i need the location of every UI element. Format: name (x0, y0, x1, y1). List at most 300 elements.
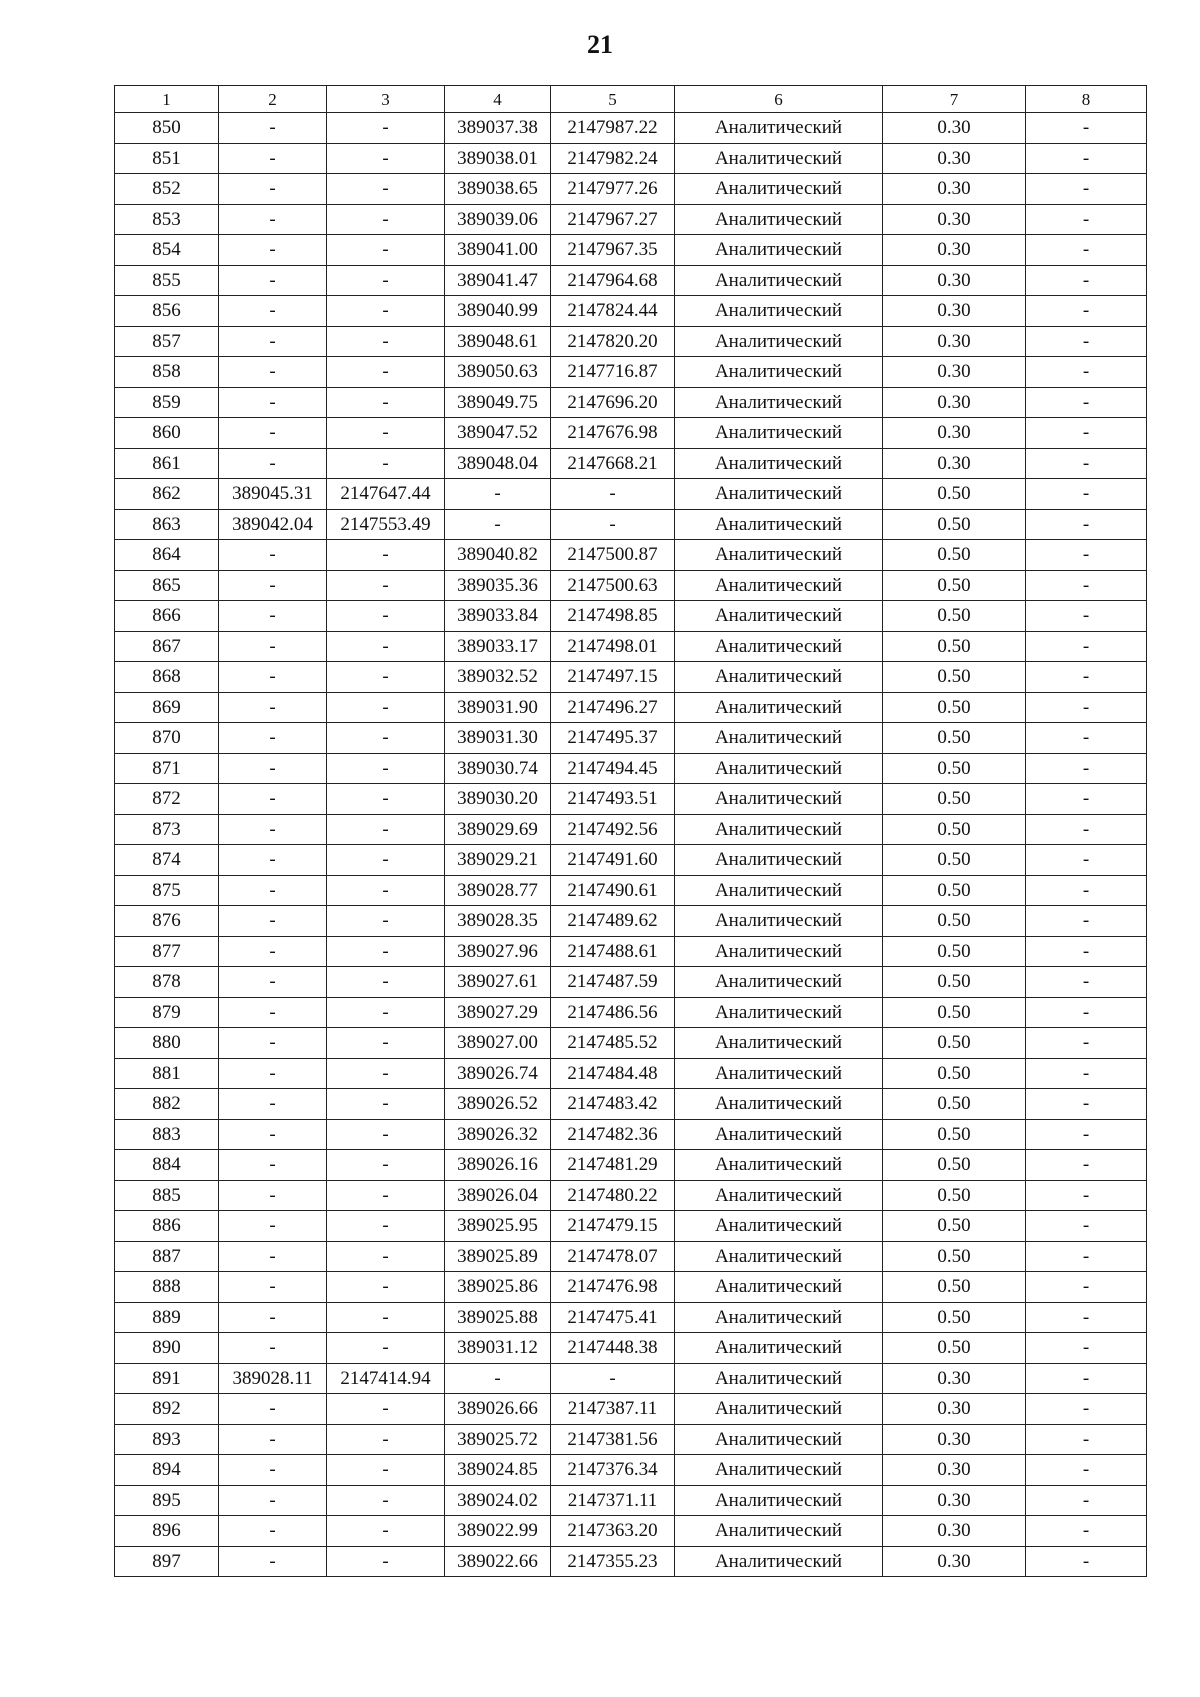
table-cell-col-4: 389028.77 (445, 875, 551, 906)
table-cell-col-1: 858 (115, 357, 219, 388)
table-cell-col-3: 2147414.94 (327, 1363, 445, 1394)
table-cell-col-2: - (219, 143, 327, 174)
table-cell-col-6: Аналитический (675, 326, 883, 357)
table-cell-col-1: 878 (115, 967, 219, 998)
table-cell-col-7: 0.30 (883, 418, 1026, 449)
table-cell-col-5: 2147716.87 (551, 357, 675, 388)
table-cell-col-1: 885 (115, 1180, 219, 1211)
table-cell-col-6: Аналитический (675, 387, 883, 418)
table-cell-col-4: 389040.99 (445, 296, 551, 327)
table-cell-col-8: - (1026, 479, 1147, 510)
table-cell-col-2: - (219, 235, 327, 266)
table-cell-col-6: Аналитический (675, 174, 883, 205)
table-cell-col-5: 2147982.24 (551, 143, 675, 174)
table-cell-col-2: - (219, 174, 327, 205)
table-cell-col-5: 2147483.42 (551, 1089, 675, 1120)
table-cell-col-2: - (219, 1211, 327, 1242)
table-cell-col-6: Аналитический (675, 1302, 883, 1333)
table-cell-col-3: - (327, 906, 445, 937)
table-cell-col-3: - (327, 174, 445, 205)
table-cell-col-7: 0.30 (883, 1455, 1026, 1486)
table-cell-col-3: - (327, 143, 445, 174)
table-cell-col-3: - (327, 1546, 445, 1577)
table-cell-col-8: - (1026, 997, 1147, 1028)
table-cell-col-5: 2147696.20 (551, 387, 675, 418)
table-cell-col-5: 2147497.15 (551, 662, 675, 693)
table-cell-col-8: - (1026, 113, 1147, 144)
table-cell-col-8: - (1026, 723, 1147, 754)
table-cell-col-3: - (327, 418, 445, 449)
table-cell-col-4: 389027.00 (445, 1028, 551, 1059)
table-cell-col-3: - (327, 540, 445, 571)
table-cell-col-3: - (327, 1455, 445, 1486)
table-cell-col-7: 0.30 (883, 1363, 1026, 1394)
table-cell-col-5: 2147668.21 (551, 448, 675, 479)
table-cell-col-4: 389026.66 (445, 1394, 551, 1425)
table-cell-col-5: 2147371.11 (551, 1485, 675, 1516)
table-cell-col-2: - (219, 845, 327, 876)
table-cell-col-5: 2147448.38 (551, 1333, 675, 1364)
column-header-4: 4 (445, 86, 551, 113)
table-cell-col-2: - (219, 540, 327, 571)
table-cell-col-5: 2147489.62 (551, 906, 675, 937)
table-cell-col-1: 881 (115, 1058, 219, 1089)
table-cell-col-8: - (1026, 601, 1147, 632)
table-row (115, 448, 1147, 479)
table-cell-col-2: - (219, 1180, 327, 1211)
table-row (115, 1302, 1147, 1333)
table-row (115, 753, 1147, 784)
table-cell-col-5: 2147977.26 (551, 174, 675, 205)
table-cell-col-6: Аналитический (675, 601, 883, 632)
table-cell-col-1: 886 (115, 1211, 219, 1242)
table-cell-col-8: - (1026, 1333, 1147, 1364)
table-cell-col-2: - (219, 753, 327, 784)
table-cell-col-6: Аналитический (675, 296, 883, 327)
table-cell-col-2: - (219, 113, 327, 144)
table-cell-col-2: - (219, 1455, 327, 1486)
column-header-8: 8 (1026, 86, 1147, 113)
table-cell-col-8: - (1026, 1150, 1147, 1181)
table-cell-col-8: - (1026, 174, 1147, 205)
table-cell-col-5: 2147387.11 (551, 1394, 675, 1425)
table-cell-col-6: Аналитический (675, 448, 883, 479)
table-cell-col-5: 2147482.36 (551, 1119, 675, 1150)
table-row (115, 875, 1147, 906)
table-cell-col-7: 0.50 (883, 1333, 1026, 1364)
table-cell-col-4: - (445, 479, 551, 510)
table-cell-col-8: - (1026, 540, 1147, 571)
table-cell-col-7: 0.30 (883, 1516, 1026, 1547)
table-cell-col-5: 2147492.56 (551, 814, 675, 845)
table-cell-col-6: Аналитический (675, 1028, 883, 1059)
table-cell-col-3: - (327, 1333, 445, 1364)
table-cell-col-3: - (327, 448, 445, 479)
table-cell-col-6: Аналитический (675, 570, 883, 601)
table-cell-col-2: - (219, 357, 327, 388)
table-cell-col-2: - (219, 1058, 327, 1089)
table-cell-col-5: 2147500.87 (551, 540, 675, 571)
table-cell-col-2: - (219, 936, 327, 967)
table-cell-col-8: - (1026, 845, 1147, 876)
table-cell-col-5: - (551, 509, 675, 540)
table-cell-col-1: 893 (115, 1424, 219, 1455)
table-cell-col-5: 2147484.48 (551, 1058, 675, 1089)
table-cell-col-5: 2147487.59 (551, 967, 675, 998)
table-cell-col-1: 896 (115, 1516, 219, 1547)
table-row (115, 1363, 1147, 1394)
table-cell-col-7: 0.30 (883, 1485, 1026, 1516)
table-cell-col-6: Аналитический (675, 509, 883, 540)
table-cell-col-6: Аналитический (675, 692, 883, 723)
table-cell-col-7: 0.30 (883, 326, 1026, 357)
table-cell-col-4: 389029.21 (445, 845, 551, 876)
table-cell-col-7: 0.50 (883, 1119, 1026, 1150)
table-cell-col-4: 389026.04 (445, 1180, 551, 1211)
table-cell-col-1: 860 (115, 418, 219, 449)
table-cell-col-6: Аналитический (675, 1455, 883, 1486)
table-cell-col-1: 850 (115, 113, 219, 144)
table-cell-col-2: - (219, 296, 327, 327)
table-cell-col-4: 389032.52 (445, 662, 551, 693)
table-cell-col-3: - (327, 753, 445, 784)
table-cell-col-4: 389027.61 (445, 967, 551, 998)
table-cell-col-8: - (1026, 875, 1147, 906)
table-cell-col-8: - (1026, 1363, 1147, 1394)
table-cell-col-1: 888 (115, 1272, 219, 1303)
table-cell-col-1: 855 (115, 265, 219, 296)
column-header-5: 5 (551, 86, 675, 113)
table-cell-col-2: - (219, 265, 327, 296)
table-cell-col-5: 2147491.60 (551, 845, 675, 876)
table-cell-col-4: 389024.85 (445, 1455, 551, 1486)
table-cell-col-4: 389035.36 (445, 570, 551, 601)
table-cell-col-3: - (327, 875, 445, 906)
table-cell-col-7: 0.30 (883, 143, 1026, 174)
column-header-1: 1 (115, 86, 219, 113)
table-cell-col-3: 2147553.49 (327, 509, 445, 540)
table-cell-col-8: - (1026, 509, 1147, 540)
table-cell-col-2: - (219, 1119, 327, 1150)
table-cell-col-5: 2147475.41 (551, 1302, 675, 1333)
table-cell-col-8: - (1026, 570, 1147, 601)
table-cell-col-2: - (219, 1333, 327, 1364)
table-cell-col-7: 0.50 (883, 936, 1026, 967)
table-row (115, 662, 1147, 693)
table-cell-col-6: Аналитический (675, 1150, 883, 1181)
table-cell-col-6: Аналитический (675, 1089, 883, 1120)
header-row (115, 86, 1147, 113)
table-row (115, 1485, 1147, 1516)
table-row (115, 143, 1147, 174)
table-cell-col-5: 2147479.15 (551, 1211, 675, 1242)
table-cell-col-8: - (1026, 1546, 1147, 1577)
table-cell-col-8: - (1026, 448, 1147, 479)
table-row (115, 845, 1147, 876)
table-cell-col-8: - (1026, 936, 1147, 967)
table-cell-col-1: 884 (115, 1150, 219, 1181)
table-row (115, 174, 1147, 205)
table-cell-col-6: Аналитический (675, 906, 883, 937)
table-cell-col-6: Аналитический (675, 1119, 883, 1150)
table-cell-col-6: Аналитический (675, 1485, 883, 1516)
table-cell-col-5: 2147476.98 (551, 1272, 675, 1303)
table-cell-col-1: 859 (115, 387, 219, 418)
table-row (115, 479, 1147, 510)
table-row (115, 1150, 1147, 1181)
table-cell-col-3: - (327, 357, 445, 388)
table-row (115, 540, 1147, 571)
table-cell-col-7: 0.50 (883, 1150, 1026, 1181)
table-cell-col-1: 882 (115, 1089, 219, 1120)
table-row (115, 723, 1147, 754)
table-cell-col-8: - (1026, 967, 1147, 998)
table-cell-col-1: 870 (115, 723, 219, 754)
table-row (115, 1028, 1147, 1059)
table-row (115, 1424, 1147, 1455)
column-header-7: 7 (883, 86, 1026, 113)
table-cell-col-2: 389042.04 (219, 509, 327, 540)
table-row (115, 601, 1147, 632)
table-cell-col-2: - (219, 418, 327, 449)
table-cell-col-7: 0.50 (883, 692, 1026, 723)
table-cell-col-7: 0.50 (883, 875, 1026, 906)
table-cell-col-8: - (1026, 326, 1147, 357)
table-cell-col-2: - (219, 631, 327, 662)
table-cell-col-7: 0.30 (883, 387, 1026, 418)
table-cell-col-4: 389049.75 (445, 387, 551, 418)
table-cell-col-7: 0.50 (883, 662, 1026, 693)
table-cell-col-6: Аналитический (675, 235, 883, 266)
table-cell-col-5: 2147355.23 (551, 1546, 675, 1577)
table-cell-col-2: - (219, 814, 327, 845)
table-cell-col-2: - (219, 875, 327, 906)
table-cell-col-5: 2147376.34 (551, 1455, 675, 1486)
table-cell-col-5: 2147494.45 (551, 753, 675, 784)
table-cell-col-6: Аналитический (675, 265, 883, 296)
table-cell-col-8: - (1026, 784, 1147, 815)
table-cell-col-6: Аналитический (675, 1363, 883, 1394)
table-cell-col-2: - (219, 906, 327, 937)
table-cell-col-1: 876 (115, 906, 219, 937)
table-cell-col-4: 389030.20 (445, 784, 551, 815)
table-cell-col-4: 389022.99 (445, 1516, 551, 1547)
table-cell-col-6: Аналитический (675, 1424, 883, 1455)
table-cell-col-3: - (327, 723, 445, 754)
table-cell-col-8: - (1026, 235, 1147, 266)
table-cell-col-8: - (1026, 1180, 1147, 1211)
table-cell-col-3: - (327, 296, 445, 327)
table-cell-col-4: 389048.61 (445, 326, 551, 357)
table-cell-col-7: 0.50 (883, 479, 1026, 510)
table-row (115, 570, 1147, 601)
table-cell-col-7: 0.50 (883, 631, 1026, 662)
table-cell-col-7: 0.50 (883, 814, 1026, 845)
table-cell-col-2: - (219, 1485, 327, 1516)
table-cell-col-1: 891 (115, 1363, 219, 1394)
table-cell-col-5: 2147490.61 (551, 875, 675, 906)
table-cell-col-8: - (1026, 418, 1147, 449)
table-cell-col-4: 389033.84 (445, 601, 551, 632)
table-row (115, 509, 1147, 540)
table-cell-col-5: 2147987.22 (551, 113, 675, 144)
table-cell-col-1: 852 (115, 174, 219, 205)
table-cell-col-5: 2147481.29 (551, 1150, 675, 1181)
table-cell-col-5: 2147363.20 (551, 1516, 675, 1547)
table-cell-col-2: - (219, 1028, 327, 1059)
table-cell-col-3: - (327, 570, 445, 601)
table-cell-col-2: 389045.31 (219, 479, 327, 510)
table-cell-col-5: 2147495.37 (551, 723, 675, 754)
table-cell-col-8: - (1026, 296, 1147, 327)
table-cell-col-4: 389037.38 (445, 113, 551, 144)
table-cell-col-7: 0.50 (883, 906, 1026, 937)
table-cell-col-5: 2147820.20 (551, 326, 675, 357)
table-cell-col-2: - (219, 448, 327, 479)
table-cell-col-4: 389031.90 (445, 692, 551, 723)
table-cell-col-6: Аналитический (675, 1546, 883, 1577)
table-cell-col-4: 389038.65 (445, 174, 551, 205)
table-cell-col-3: - (327, 1211, 445, 1242)
table-cell-col-2: - (219, 387, 327, 418)
table-cell-col-3: - (327, 1241, 445, 1272)
table-cell-col-1: 879 (115, 997, 219, 1028)
table-cell-col-7: 0.50 (883, 540, 1026, 571)
table-cell-col-4: 389026.52 (445, 1089, 551, 1120)
table-cell-col-1: 890 (115, 1333, 219, 1364)
table-cell-col-2: - (219, 723, 327, 754)
table-cell-col-1: 871 (115, 753, 219, 784)
table-cell-col-7: 0.50 (883, 997, 1026, 1028)
table-cell-col-5: 2147488.61 (551, 936, 675, 967)
table-cell-col-2: - (219, 997, 327, 1028)
table-cell-col-4: 389033.17 (445, 631, 551, 662)
table-cell-col-1: 892 (115, 1394, 219, 1425)
table-row (115, 1089, 1147, 1120)
table-row (115, 631, 1147, 662)
table-cell-col-2: - (219, 1150, 327, 1181)
table-row (115, 967, 1147, 998)
table-cell-col-6: Аналитический (675, 1241, 883, 1272)
table-cell-col-5: 2147493.51 (551, 784, 675, 815)
table-row (115, 692, 1147, 723)
table-cell-col-4: 389050.63 (445, 357, 551, 388)
table-cell-col-3: - (327, 601, 445, 632)
table-row (115, 936, 1147, 967)
table-cell-col-3: - (327, 1150, 445, 1181)
table-cell-col-1: 857 (115, 326, 219, 357)
table-cell-col-7: 0.50 (883, 845, 1026, 876)
table-cell-col-5: 2147967.35 (551, 235, 675, 266)
table-cell-col-1: 865 (115, 570, 219, 601)
table-cell-col-2: - (219, 1424, 327, 1455)
table-cell-col-4: - (445, 1363, 551, 1394)
table-cell-col-2: - (219, 601, 327, 632)
table-cell-col-7: 0.30 (883, 1424, 1026, 1455)
table-cell-col-1: 880 (115, 1028, 219, 1059)
table-cell-col-6: Аналитический (675, 875, 883, 906)
table-cell-col-7: 0.30 (883, 235, 1026, 266)
table-cell-col-5: 2147824.44 (551, 296, 675, 327)
table-row (115, 387, 1147, 418)
column-header-6: 6 (675, 86, 883, 113)
table-cell-col-4: 389026.16 (445, 1150, 551, 1181)
table-cell-col-3: 2147647.44 (327, 479, 445, 510)
table-cell-col-8: - (1026, 906, 1147, 937)
table-cell-col-8: - (1026, 1485, 1147, 1516)
table-row (115, 1272, 1147, 1303)
table-cell-col-3: - (327, 1058, 445, 1089)
table-cell-col-7: 0.50 (883, 1211, 1026, 1242)
table-cell-col-6: Аналитический (675, 418, 883, 449)
table-cell-col-1: 856 (115, 296, 219, 327)
table-cell-col-7: 0.30 (883, 1546, 1026, 1577)
table-cell-col-7: 0.50 (883, 723, 1026, 754)
table-cell-col-6: Аналитический (675, 1333, 883, 1364)
table-cell-col-7: 0.30 (883, 113, 1026, 144)
table-cell-col-1: 863 (115, 509, 219, 540)
table-cell-col-7: 0.50 (883, 1089, 1026, 1120)
table-cell-col-6: Аналитический (675, 357, 883, 388)
table-cell-col-3: - (327, 326, 445, 357)
table-cell-col-5: - (551, 479, 675, 510)
table-cell-col-8: - (1026, 1089, 1147, 1120)
table-cell-col-1: 851 (115, 143, 219, 174)
table-cell-col-2: - (219, 1272, 327, 1303)
table-cell-col-1: 877 (115, 936, 219, 967)
table-cell-col-8: - (1026, 1302, 1147, 1333)
table-row (115, 906, 1147, 937)
table-cell-col-2: 389028.11 (219, 1363, 327, 1394)
table-row (115, 1180, 1147, 1211)
table-cell-col-5: 2147676.98 (551, 418, 675, 449)
table-cell-col-3: - (327, 1302, 445, 1333)
table-cell-col-1: 853 (115, 204, 219, 235)
table-cell-col-3: - (327, 1424, 445, 1455)
table-cell-col-1: 864 (115, 540, 219, 571)
table-cell-col-3: - (327, 1180, 445, 1211)
table-cell-col-8: - (1026, 1028, 1147, 1059)
table-cell-col-6: Аналитический (675, 753, 883, 784)
table-cell-col-3: - (327, 1485, 445, 1516)
table-cell-col-1: 894 (115, 1455, 219, 1486)
table-cell-col-3: - (327, 204, 445, 235)
table-cell-col-4: 389025.88 (445, 1302, 551, 1333)
table-cell-col-8: - (1026, 1394, 1147, 1425)
table-cell-col-2: - (219, 326, 327, 357)
table-cell-col-4: - (445, 509, 551, 540)
table-cell-col-2: - (219, 1516, 327, 1547)
table-cell-col-8: - (1026, 1424, 1147, 1455)
table-cell-col-6: Аналитический (675, 845, 883, 876)
table-cell-col-2: - (219, 1546, 327, 1577)
table-cell-col-3: - (327, 1394, 445, 1425)
table-cell-col-6: Аналитический (675, 814, 883, 845)
table-cell-col-3: - (327, 1089, 445, 1120)
table-cell-col-8: - (1026, 753, 1147, 784)
table-body (115, 113, 1147, 1577)
table-row (115, 1211, 1147, 1242)
table-cell-col-1: 889 (115, 1302, 219, 1333)
table-row (115, 265, 1147, 296)
table-cell-col-3: - (327, 936, 445, 967)
table-cell-col-6: Аналитический (675, 1211, 883, 1242)
table-cell-col-1: 869 (115, 692, 219, 723)
table-cell-col-4: 389041.47 (445, 265, 551, 296)
table-cell-col-1: 861 (115, 448, 219, 479)
table-cell-col-8: - (1026, 143, 1147, 174)
table-cell-col-2: - (219, 570, 327, 601)
